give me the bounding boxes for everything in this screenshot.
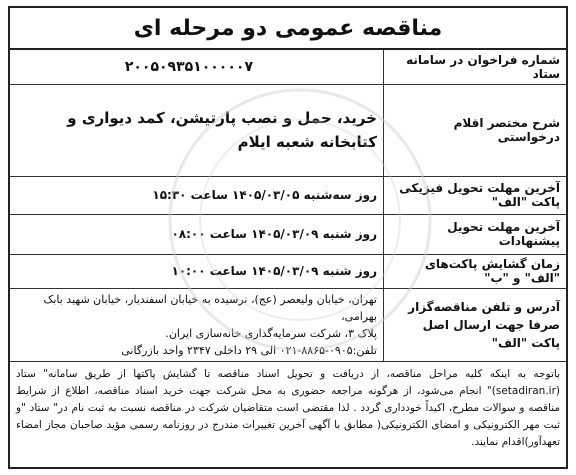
description-value: خرید، حمل و نصب پارتیشن، کمد دیواری و کتابخانه شعبه ایلام — [10, 84, 384, 176]
call-number-label: شماره فراخوان در سامانه ستاد — [384, 50, 567, 84]
address-label-line: صرفا جهت ارسال اصل پاکت "الف" — [422, 317, 560, 350]
address-label-line: آدرس و تلفن مناقصه‌گزار — [408, 299, 560, 314]
address-line: تهران، خیابان ولیعصر (عج)، نرسیده به خیابان اسفندیار، خیابان شهید بابک بهرامی، — [43, 292, 377, 323]
notice-footnote: باتوجه به اینکه کلیه مراحل مناقصه، از دریافت و تحویل اسناد مناقصه تا گشایش پاکتها از طریق سامانه" ستاد (setadiran.ir)" انجام می‌شود، از هرگونه مراجعه حضوری به محل شرکت جهت خرید اسناد مناقصه، اطلاع از شرایط مناقصه و سوالات مطرح، اکیداً خودداری گردد . لذا مقتضی است متقاضیان شرکت در مناقصه نسبت به ثبت نام در" ستاد "و ثبت مهر الکترونیکی و امضای الکترونیکی( مطابق با آگهی آخرین تغییرات مندرج در روزنامه رسمی مؤید صاحبان مجاز امضاء تعهدآور)اقدام نمایند. — [16, 367, 560, 448]
call-number-value: ۲۰۰۵۰۹۳۵۱۰۰۰۰۰۷ — [10, 50, 384, 84]
table-row — [10, 214, 566, 254]
address-label — [384, 288, 567, 361]
table-row — [10, 288, 566, 361]
description-label: شرح مختصر اقلام درخواستی — [384, 84, 567, 176]
table-row — [10, 84, 566, 176]
table-row — [10, 254, 566, 288]
proposal-deadline-label: آخرین مهلت تحویل پیشنهادات — [384, 214, 567, 254]
envelope-deadline-value: روز سه‌شنبه ۱۴۰۵/۰۳/۰۵ ساعت ۱۵:۳۰ — [10, 176, 384, 214]
tender-notice — [8, 6, 568, 469]
table-row — [10, 176, 566, 214]
address-line: پلاک ۳، شرکت سرمایه‌گذاری خانه‌سازی ایران. — [165, 326, 377, 340]
table-row — [10, 50, 566, 84]
address-value — [10, 288, 384, 361]
opening-time-label: زمان گشایش پاکت‌های "الف" و "ب" — [384, 254, 567, 288]
envelope-deadline-label: آخرین مهلت تحویل فیزیکی پاکت "الف" — [384, 176, 567, 214]
proposal-deadline-value: روز شنبه ۱۴۰۵/۰۳/۰۹ ساعت ۰۸:۰۰ — [10, 214, 384, 254]
notice-title: مناقصه عمومی دو مرحله ای — [10, 8, 566, 50]
tender-details-table — [10, 50, 566, 362]
opening-time-value: روز شنبه ۱۴۰۵/۰۳/۰۹ ساعت ۱۰:۰۰ — [10, 254, 384, 288]
phone-line: تلفن:۰۹۰۵-۸۸۶۵-۰۲۱ الی ۲۹ داخلی ۲۳۴۷ واحد بازرگانی — [121, 343, 377, 357]
